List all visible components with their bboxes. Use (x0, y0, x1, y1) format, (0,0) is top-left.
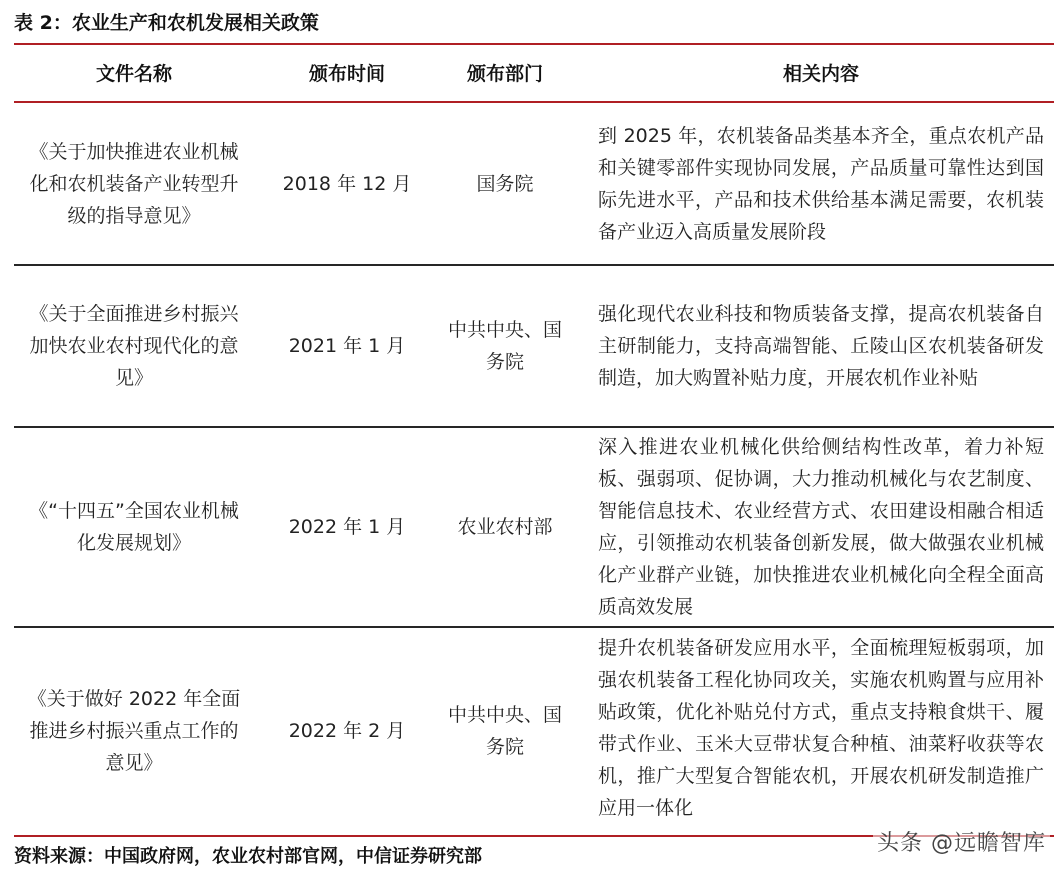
table-caption: 表 2：农业生产和农机发展相关政策 (14, 12, 319, 34)
row-file-name: 《“十四五”全国农业机械化发展规划》 (29, 500, 239, 554)
watermark: 头条 @远瞻智库 (873, 826, 1050, 857)
row-issue-date: 2022 年 1 月 (288, 516, 406, 538)
row-issue-date: 2018 年 12 月 (282, 173, 412, 195)
row-file-name: 《关于做好 2022 年全面推进乡村振兴重点工作的意见》 (27, 688, 241, 774)
header-issue-date: 颁布时间 (308, 63, 385, 85)
source-note: 资料来源：中国政府网，农业农村部官网，中信证券研究部 (14, 846, 482, 867)
row-issuing-dept: 中共中央、国务院 (447, 704, 562, 758)
row-file-name: 《关于全面推进乡村振兴加快农业农村现代化的意见》 (29, 303, 239, 389)
row-issuing-dept: 中共中央、国务院 (447, 319, 562, 373)
header-file-name: 文件名称 (95, 63, 172, 85)
row-issuing-dept: 国务院 (476, 173, 534, 195)
row-content: 到 2025 年，农机装备品类基本齐全，重点农机产品和关键零部件实现协同发展，产品质量可靠性达到国际先进水平，产品和技术供给基本满足需要，农机装备产业迈入高质量发展阶段 (598, 125, 1044, 243)
header-issuing-dept: 颁布部门 (466, 63, 543, 85)
row-issue-date: 2021 年 1 月 (288, 335, 406, 357)
row-issue-date: 2022 年 2 月 (288, 720, 406, 742)
row-file-name: 《关于加快推进农业机械化和农机装备产业转型升级的指导意见》 (29, 141, 239, 227)
row-issuing-dept: 农业农村部 (457, 516, 553, 538)
header-rule (14, 101, 1054, 103)
header-content: 相关内容 (782, 63, 859, 85)
row-content: 强化现代农业科技和物质装备支撑，提高农机装备自主研制能力，支持高端智能、丘陵山区农机装备研发制造，加大购置补贴力度，开展农机作业补贴 (598, 303, 1044, 389)
row-content: 深入推进农业机械化供给侧结构性改革，着力补短板、强弱项、促协调，大力推动机械化与农艺制度、智能信息技术、农业经营方式、农田建设相融合相适应，引领推动农机装备创新发展，做大做强农业机械化产业群产业链，加快推进农业机械化向全程全面高质高效发展 (598, 436, 1044, 618)
row-content: 提升农机装备研发应用水平，全面梳理短板弱项，加强农机装备工程化协同攻关，实施农机购置与应用补贴政策，优化补贴兑付方式，重点支持粮食烘干、履带式作业、玉米大豆带状复合种植、油菜籽收获等农机，推广大型复合智能农机，开展农机研发制造推广应用一体化 (598, 637, 1044, 819)
